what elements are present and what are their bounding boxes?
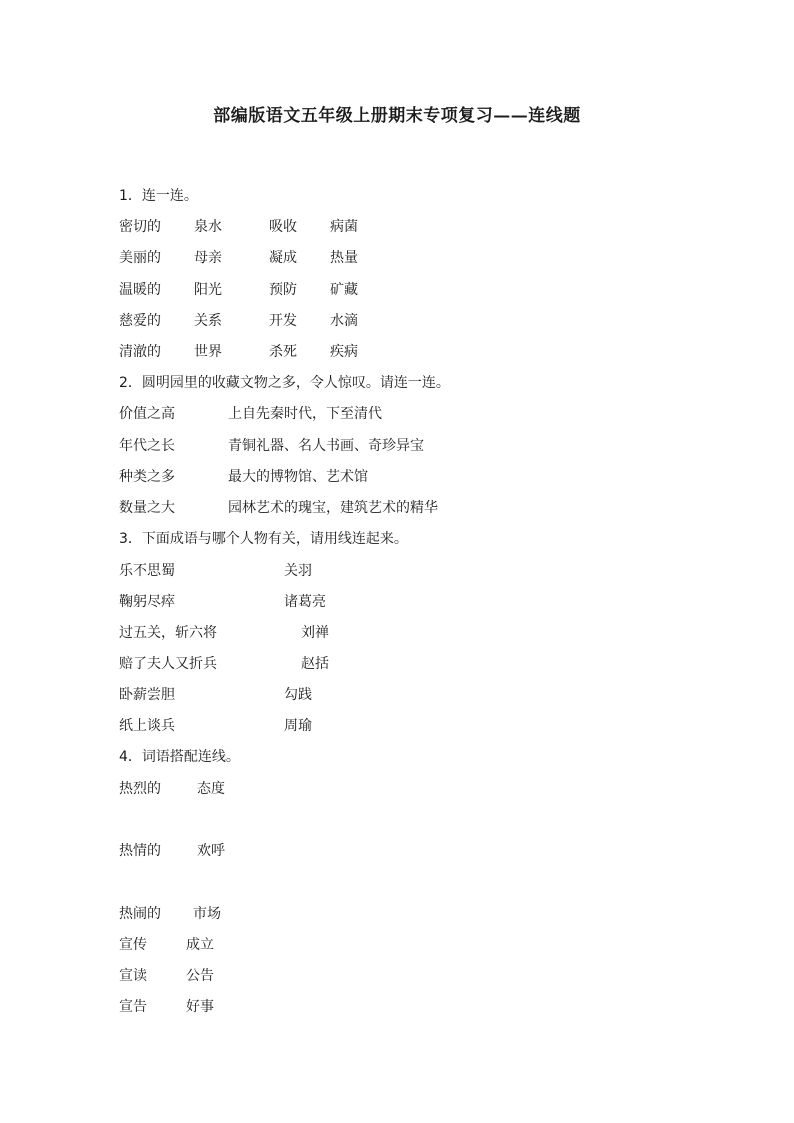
q2-r1-left: 价值之高 <box>119 406 175 422</box>
q3-r1-left: 乐不思蜀 <box>119 563 175 579</box>
q1-r2-c1: 美丽的 <box>119 250 161 266</box>
q1-r4-c2: 关系 <box>194 313 222 329</box>
q3-r1-right: 关羽 <box>284 563 312 579</box>
document-title: 部编版语文五年级上册期末专项复习——连线题 <box>213 106 581 126</box>
q4-r5-left: 宣读 <box>119 968 147 984</box>
q1-r2-c3: 凝成 <box>269 250 297 266</box>
q4-r3-right: 市场 <box>193 906 221 922</box>
q4-r3-left: 热闹的 <box>119 906 161 922</box>
q1-r4-c3: 开发 <box>269 313 297 329</box>
q1-r2-c4: 热量 <box>330 250 358 266</box>
q1-r3-c1: 温暖的 <box>119 282 161 298</box>
q4-r5-right: 公告 <box>186 968 214 984</box>
q1-r1-c3: 吸收 <box>269 219 297 235</box>
q3-r6-left: 纸上谈兵 <box>119 718 175 734</box>
q3-r5-right: 勾践 <box>284 687 312 703</box>
q4-r4-left: 宣传 <box>119 937 147 953</box>
q1-r5-c4: 疾病 <box>330 344 358 360</box>
q2-r4-left: 数量之大 <box>119 500 175 516</box>
q3-r2-left: 鞠躬尽瘁 <box>119 594 175 610</box>
q4-r1-left: 热烈的 <box>119 781 161 797</box>
q1-r1-c4: 病菌 <box>330 219 358 235</box>
q2-r4-right: 园林艺术的瑰宝，建筑艺术的精华 <box>228 500 438 516</box>
q3-r3-left: 过五关，斩六将 <box>119 625 217 641</box>
q3-r2-right: 诸葛亮 <box>284 594 326 610</box>
q4-r6-left: 宣告 <box>119 999 147 1015</box>
q4-r2-right: 欢呼 <box>197 843 225 859</box>
q1-heading: 1．连一连。 <box>119 188 198 204</box>
q3-r4-right: 赵括 <box>301 656 329 672</box>
q3-r6-right: 周瑜 <box>284 718 312 734</box>
q4-r2-left: 热情的 <box>119 843 161 859</box>
q1-r5-c3: 杀死 <box>269 344 297 360</box>
q4-r6-right: 好事 <box>186 999 214 1015</box>
q1-r5-c2: 世界 <box>194 344 222 360</box>
q1-r4-c1: 慈爱的 <box>119 313 161 329</box>
q1-r3-c2: 阳光 <box>194 282 222 298</box>
q2-r2-left: 年代之长 <box>119 438 175 454</box>
q4-r1-right: 态度 <box>197 781 225 797</box>
q4-heading: 4．词语搭配连线。 <box>119 749 240 765</box>
q3-r5-left: 卧薪尝胆 <box>119 687 175 703</box>
q4-r4-right: 成立 <box>186 937 214 953</box>
q3-r3-right: 刘禅 <box>301 625 329 641</box>
q3-r4-left: 赔了夫人又折兵 <box>119 656 217 672</box>
q1-r2-c2: 母亲 <box>194 250 222 266</box>
q1-r3-c4: 矿藏 <box>330 282 358 298</box>
q2-heading: 2．圆明园里的收藏文物之多，令人惊叹。请连一连。 <box>119 375 450 391</box>
q1-r4-c4: 水滴 <box>330 313 358 329</box>
q2-r3-left: 种类之多 <box>119 469 175 485</box>
q2-r2-right: 青铜礼器、名人书画、奇珍异宝 <box>228 438 424 454</box>
q3-heading: 3．下面成语与哪个人物有关，请用线连起来。 <box>119 531 408 547</box>
q2-r3-right: 最大的博物馆、艺术馆 <box>228 469 368 485</box>
q1-r5-c1: 清澈的 <box>119 344 161 360</box>
q2-r1-right: 上自先秦时代，下至清代 <box>228 406 382 422</box>
q1-r1-c1: 密切的 <box>119 219 161 235</box>
q1-r3-c3: 预防 <box>269 282 297 298</box>
q1-r1-c2: 泉水 <box>194 219 222 235</box>
